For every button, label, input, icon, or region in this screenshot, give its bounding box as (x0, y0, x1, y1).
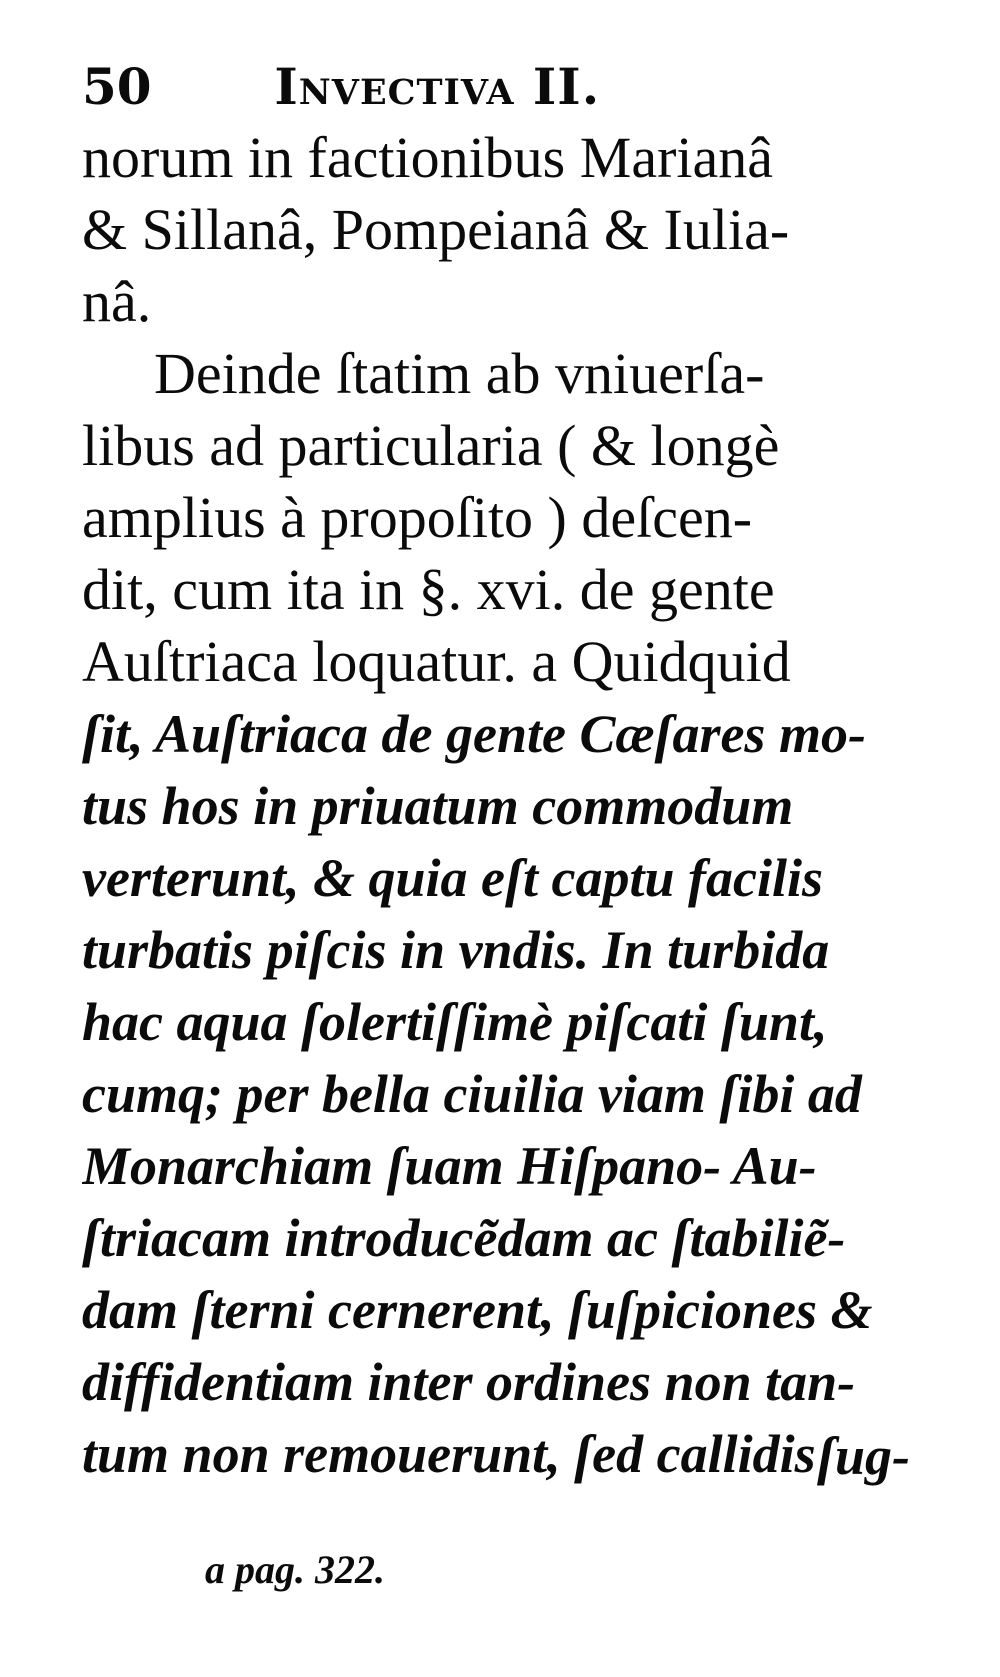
text-line: norum in factionibus Marianâ (82, 125, 773, 190)
text-line: turbatis piſcis in vndis. In turbida (82, 920, 830, 980)
page-number: 50 (82, 57, 152, 116)
text-line: dit, cum ita in §. xvi. de gente (82, 557, 775, 622)
text-line: Deinde ſtatim ab vniuerſa- (154, 341, 765, 406)
text-line: Auſtriaca loquatur. a Quidquid (82, 629, 791, 694)
text-line: amplius à propoſito ) deſcen- (82, 485, 753, 550)
text-line: diffidentiam inter ordines non tan- (82, 1352, 856, 1412)
text-line: ſtriacam introducẽdam ac ſtabiliẽ- (82, 1208, 846, 1268)
text-line: tus hos in priuatum commodum (82, 776, 794, 836)
text-line: tum non remouerunt, ſed callidis (82, 1424, 816, 1484)
text-line: & Sillanâ, Pompeianâ & Iulia- (82, 197, 790, 262)
text-line: nâ. (82, 269, 152, 334)
footnote: a pag. 322. (205, 1547, 385, 1592)
text-line: libus ad particularia ( & longè (82, 413, 780, 478)
text-line: dam ſterni cernerent, ſuſpiciones & (82, 1280, 873, 1340)
catchword: ſug- (817, 1426, 910, 1486)
text-line: Monarchiam ſuam Hiſpano- Au- (82, 1136, 817, 1196)
running-head: Invectiva II. (274, 57, 601, 116)
text-line: verterunt, & quia eſt captu facilis (82, 848, 823, 908)
page-header (82, 52, 922, 122)
body-text (82, 122, 922, 1490)
text-line: cumq; per bella ciuilia viam ſibi ad (82, 1064, 862, 1124)
text-line: hac aqua ſolertiſſimè piſcati ſunt, (82, 992, 828, 1052)
text-line: ſit, Auſtriaca de gente Cæſares mo- (82, 704, 866, 764)
